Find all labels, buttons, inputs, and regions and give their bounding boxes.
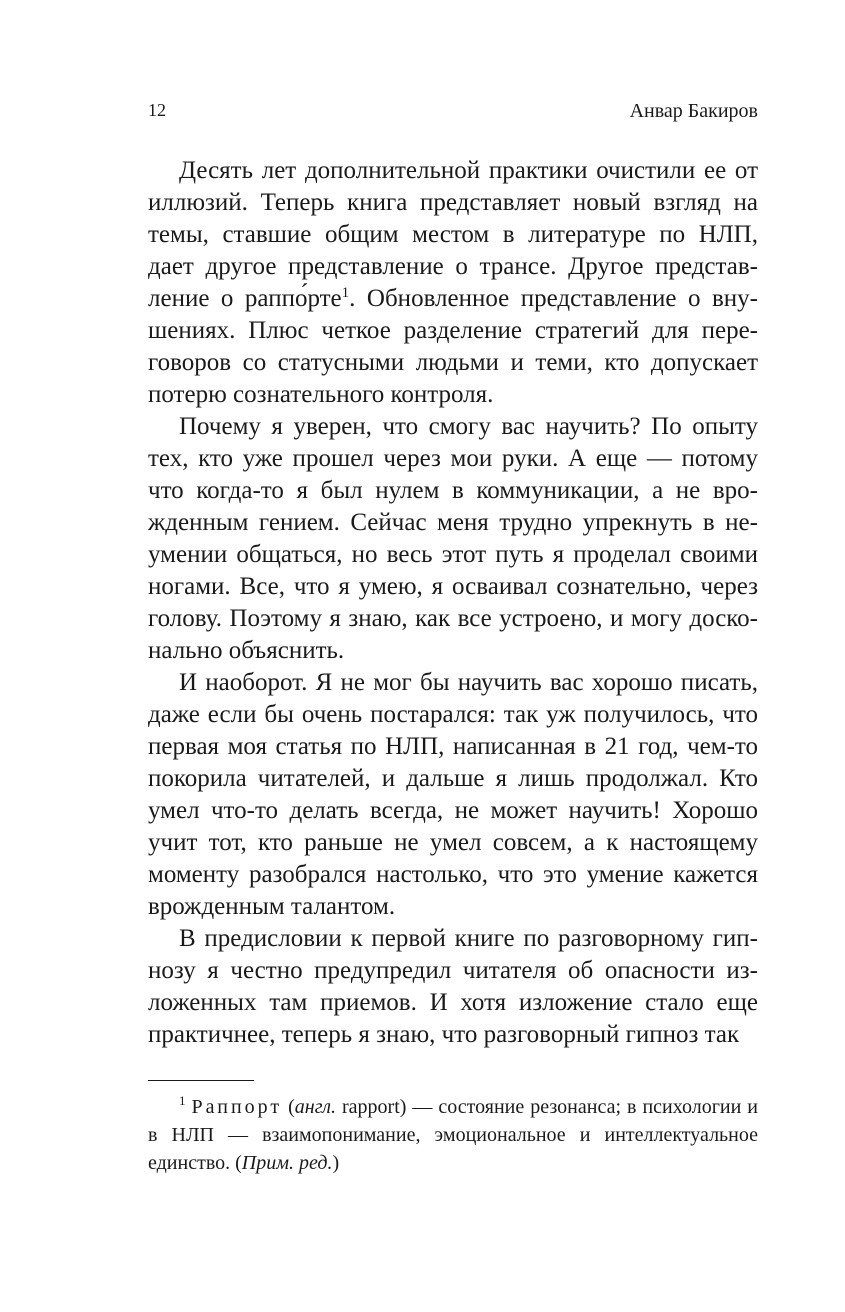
paragraph-1-text-after: . Обновленное представление о внушениях. Плюс четкое разделение стратегий для переговоров со статусными людьми и теми, кто допускает потерю сознательного контроля. [148,285,758,408]
footnote-original-word: rapport [342,1096,400,1118]
page-number: 12 [148,100,166,120]
footnote-mark: 1 [179,1093,186,1108]
running-head [148,100,758,126]
body-text [148,155,758,1051]
paragraph-3: И наоборот. Я не мог бы научить вас хорошо писать, даже если бы очень постарался: так уж получилось, что первая моя статья по НЛП, написанная в 21 год, чем-то покорила читателей, и дальше я лишь продолжал. Кто умел что-то делать всегда, не может научить! Хорошо учит тот, кто раньше не умел совсем, а к настоящему моменту разобрался настолько, что это умение кажется врожденным талантом. [148,669,758,920]
footnote-lang: англ. [294,1096,336,1118]
footnote-reference-1: 1 [341,285,350,301]
footnote-editor-note: Прим. ред. [241,1152,333,1174]
footnote-term: Раппорт [191,1096,283,1118]
footnote-definition: ) — состояние резонанса; в психологии и в НЛП — взаимопонимание, эмоциональное и интеллектуальное единство. ( [148,1096,759,1174]
paragraph-4: В предисловии к первой книге по разговорному гипнозу я честно предупредил читателя об опасности изложенных там приемов. И хотя изложение стало еще практичнее, теперь я знаю, что разговорный гипноз так [148,925,758,1048]
running-title-author: Анвар Бакиров [629,100,758,122]
paragraph-1 [148,155,758,411]
footnote-close: ) [332,1152,340,1174]
footnote-separator [148,1080,254,1081]
paragraph-1-text-before: Десять лет дополнительной практики очистили ее от иллюзий. Теперь книга представляет новый взгляд на темы, ставшие общим местом в литературе по НЛП, дает другое представление о трансе. Другое представление о раппо́рте [148,157,758,312]
paragraph-2: Почему я уверен, что смогу вас научить? По опыту тех, кто уже прошел через мои руки. А еще — потому что когда-то я был нулем в коммуникации, а не врожденным гением. Сейчас меня трудно упрекнуть в неумении общаться, но весь этот путь я проделал своими ногами. Все, что я умею, я осваивал сознательно, через голову. Поэтому я знаю, как все устроено, и могу досконально объяснить. [148,413,758,664]
footnote-1: $^1$ Раппорт (англ. rapport) — состояние резонанса; в психологии и в НЛП — взаимопонимание, эмоциональное и интеллектуальное единство. (Прим. ред.) [148,1093,759,1174]
